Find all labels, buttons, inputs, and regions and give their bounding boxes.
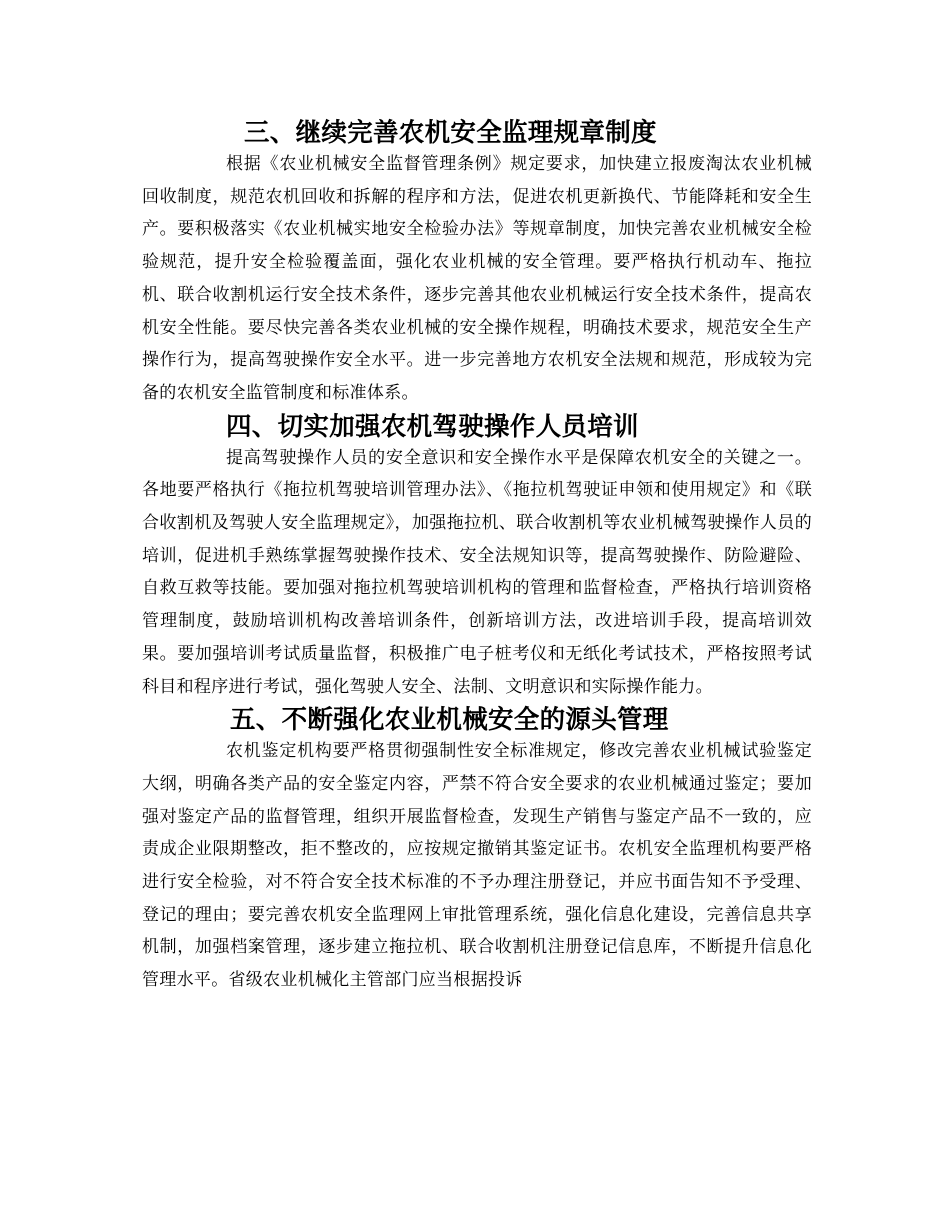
section-paragraph-3: 根据《农业机械安全监督管理条例》规定要求，加快建立报废淘汰农业机械回收制度，规范农机回收和拆解的程序和方法，促进农机更新换代、节能降耗和安全生产。要积极落实《农业机械实地安全检验办法》等规章制度，加快完善农业机械安全检验规范，提升安全检验覆盖面，强化农业机械的安全管理。要严格执行机动车、拖拉机、联合收割机运行安全技术条件，逐步完善其他农业机械运行安全技术条件，提高农机安全性能。要尽快完善各类农业机械的安全操作规程，明确技术要求，规范安全生产操作行为，提高驾驶操作安全水平。进一步完善地方农机安全法规和规范，形成较为完备的农机安全监管制度和标准体系。 [142, 154, 812, 403]
section-paragraph-5: 农机鉴定机构要严格贯彻强制性安全标准规定，修改完善农业机械试验鉴定大纲，明确各类产品的安全鉴定内容，严禁不符合安全要求的农业机械通过鉴定；要加强对鉴定产品的监督管理，组织开展监督检查，发现生产销售与鉴定产品不一致的，应责成企业限期整改，拒不整改的，应按规定撤销其鉴定证书。农机安全监理机构要严格进行安全检验，对不符合安全技术标准的不予办理注册登记，并应书面告知不予受理、登记的理由；要完善农机安全监理网上审批管理系统，强化信息化建设，完善信息共享机制，加强档案管理，逐步建立拖拉机、联合收割机注册登记信息库，不断提升信息化管理水平。省级农业机械化主管部门应当根据投诉 [142, 741, 812, 991]
document-page [142, 118, 812, 997]
section-heading-4: 四、切实加强农机驾驶操作人员培训 [226, 411, 639, 442]
section-paragraph-4: 提高驾驶操作人员的安全意识和安全操作水平是保障农机安全的关键之一。各地要严格执行《拖拉机驾驶培训管理办法》、《拖拉机驾驶证申领和使用规定》和《联合收割机及驾驶人安全监理规定》，加强拖拉机、联合收割机等农业机械驾驶操作人员的培训，促进机手熟练掌握驾驶操作技术、安全法规知识等，提高驾驶操作、防险避险、自救互救等技能。要加强对拖拉机驾驶培训机构的管理和监督检查，严格执行培训资格管理制度，鼓励培训机构改善培训条件，创新培训方法，改进培训手段，提高培训效果。要加强培训考试质量监督，积极推广电子桩考仪和无纸化考试技术，严格按照考试科目和程序进行考试，强化驾驶人安全、法制、文明意识和实际操作能力。 [142, 447, 812, 697]
section-heading-3: 三、继续完善农机安全监理规章制度 [244, 118, 657, 148]
section-heading-5: 五、不断强化农业机械安全的源头管理 [230, 705, 669, 736]
